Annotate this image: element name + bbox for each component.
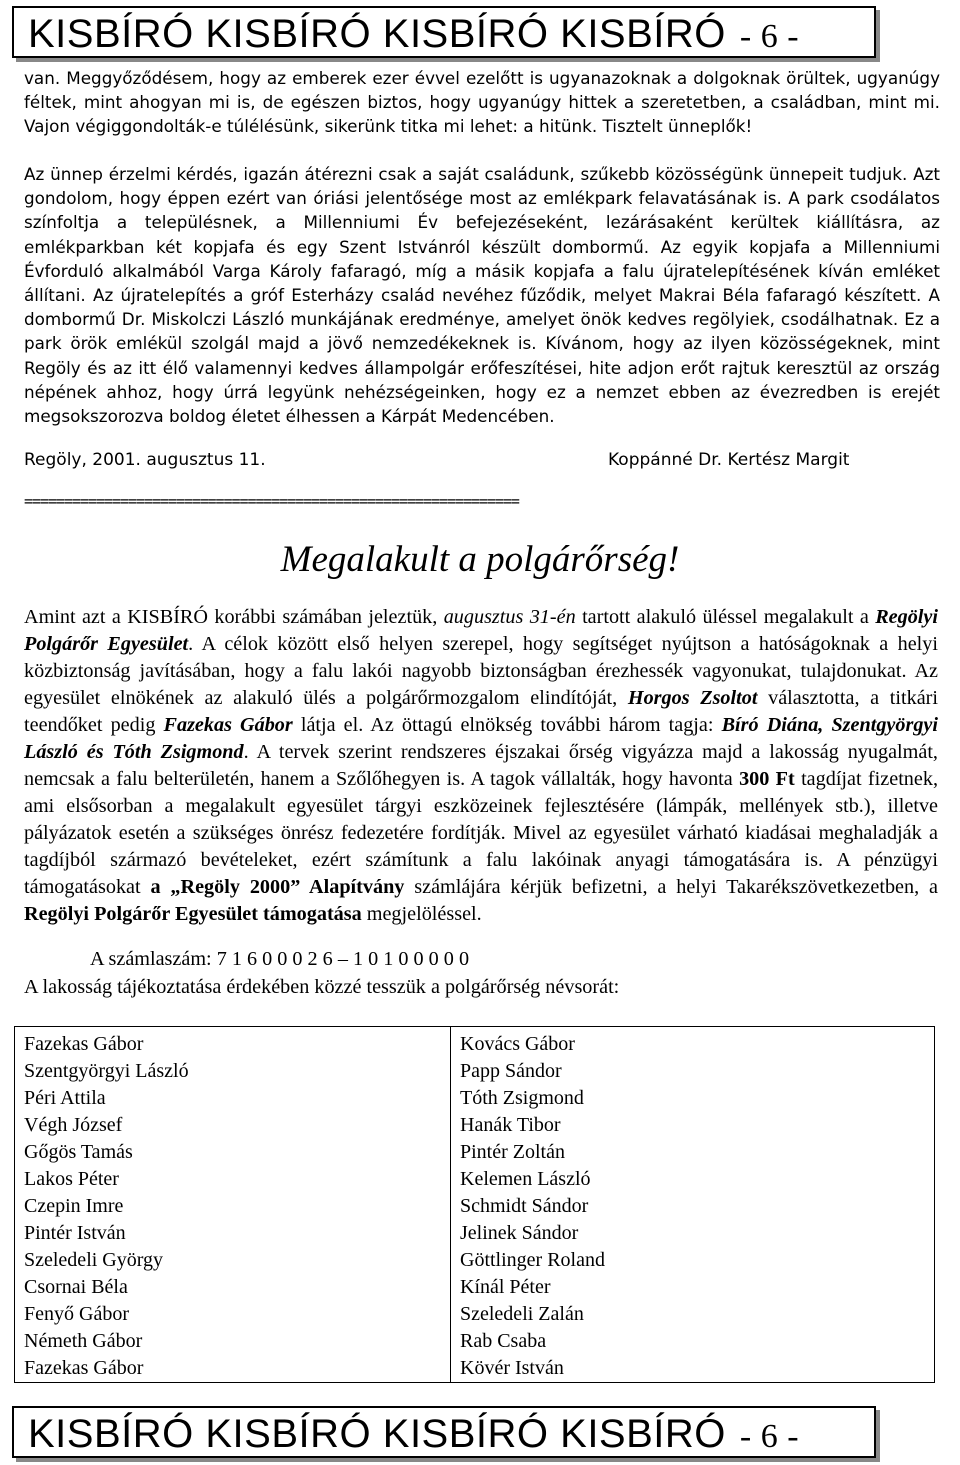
article-emphasis: Bíró Diána, Szentgyörgyi László és Tóth Zsigmond [24,714,938,763]
article-emphasis: 300 Ft [739,768,795,790]
roster-name: Németh Gábor [24,1330,143,1352]
article-emphasis: Horgos Zsoltot [627,687,758,709]
roster-name: Kínál Péter [460,1276,551,1298]
footer-banner-text: KISBÍRÓ KISBÍRÓ KISBÍRÓ KISBÍRÓ [28,1412,726,1456]
article-emphasis: Regölyi Polgárőr Egyesület támogatása [24,903,362,925]
article-text: számlájára kérjük befizetni, a helyi Takarékszövetkezetben, a [404,876,938,898]
roster-name: Rab Csaba [460,1330,547,1352]
article-text: tagdíjat fizetnek, ami elsősorban a megalakult egyesület tárgyi eszközeinek fejlesztésére (lámpák, mellények stb.), illetve pályázatok esetén a szükséges önrész fedezetére fordítják. Mivel az egyesület várható kiadásai meghaladják a tagdíjból származó bevételeket, ezért számítunk a falu lakóinak anyagi támogatására is. A pénzügyi támogatásokat [24,768,938,898]
article-text: . A tervek szerint rendszeres éjszakai őrség vigyázza majd a lakosság nyugalmát, nemcsak a falu belterületén, hanem a Szőlőhegyen is. A tagok vállalták, hogy havonta [24,741,938,790]
letter-date: Regöly, 2001. augusztus 11. [24,450,266,470]
roster-name: Végh József [24,1114,123,1136]
article-text: választotta, a titkári teendőket pedig [24,687,938,736]
section-separator: ============================================================== [24,492,519,510]
roster-name: Kövér István [460,1357,564,1379]
roster-name: Szentgyörgyi László [24,1060,189,1082]
roster-name: Papp Sándor [460,1060,562,1082]
roster-intro: A lakosság tájékoztatása érdekében közzé tesszük a polgárőrség névsorát: [24,976,620,998]
roster-name: Schmidt Sándor [460,1195,589,1217]
footer-banner [12,1406,876,1458]
letter-author: Koppánné Dr. Kertész Margit [608,450,850,470]
header-banner [12,6,876,58]
roster-name: Tóth Zsigmond [460,1087,584,1109]
article-emphasis: Fazekas Gábor [163,714,293,736]
roster-name: Lakos Péter [24,1168,119,1190]
roster-name: Gőgös Tamás [24,1141,133,1163]
letter-paragraph-1: van. Meggyőződésem, hogy az emberek ezer évvel ezelőtt is ugyanazoknak a dolgoknak örültek, ugyanúgy féltek, mint ahogyan mi is, de egészen biztos, hogy ugyanúgy hittek a szeretetben, a családban, mint mi. Vajon végiggondolták-e túlélésünk, sikerünk titka mi lehet: a hitünk. Tisztelt ünneplők! [24,68,940,137]
roster-name: Péri Attila [24,1087,106,1109]
article-text: Amint azt a KISBÍRÓ korábbi számában jeleztük, [24,606,444,628]
article-text: látja el. Az öttagú elnökség további három tagja: [292,714,722,736]
article-emphasis: Regölyi Polgárőr Egyesület [24,606,938,655]
roster-name: Kelemen László [460,1168,591,1190]
article-text: tartott alakuló üléssel megalakult a [575,606,876,628]
article-emphasis: augusztus 31-én [443,606,576,628]
roster-name: Göttlinger Roland [460,1249,605,1271]
roster-column-right [451,1027,935,1383]
article-text: . A célok között első helyen szerepel, hogy segítséget nyújtson a hatóságoknak a helyi közbiztonság javításában, hogy a falu lakói nagyobb biztonságban érezhessék vagyonukat, tulajdonukat. Az egyesület elnökének az alakuló ülés a polgárőrmozgalom elindítóját, [24,633,938,709]
roster-name: Jelinek Sándor [460,1222,579,1244]
article-emphasis: a „Regöly 2000” Alapítvány [150,876,405,898]
roster-name: Hanák Tibor [460,1114,561,1136]
roster-name: Csornai Béla [24,1276,128,1298]
letter-paragraph-2: Az ünnep érzelmi kérdés, igazán átérezni csak a saját családunk, szűkebb közösségünk ünnepeit tudjuk. Azt gondolom, hogy éppen ezért van óriási jelentősége most az emlékpark felavatásának is. A park csodálatos színfoltja a településnek, a Millenniumi Év befejezéseként, lezárásaként kerültek kiállításra, az emlékparkban két kopjafa és egy Szent Istvánról készült dombormű. Az egyik kopjafa a Millenniumi Évforduló alkalmából Varga Károly fafaragó, míg a másik kopjafa a falu újratelepítésének kíván emléket állítani. Az újratelepítés a gróf Esterházy család nevéhez fűződik, melyet Makrai Béla fafaragó készített. A dombormű Dr. Miskolczi László munkájának eredménye, amelyet önök kedves regölyiek, csodálhatnak. Ez a park örök emlékül szolgál majd a jövő nemzedékeknek is. Kívánom, hogy az ilyen közösségeknek, mint Regöly és az itt élő valamennyi kedves állampolgár erőfeszítései, hite adjon erőt rajtuk keresztül az ország népének ahhoz, hogy úrrá legyünk nehézségeinken, hogy ez a nemzet ebben az évezredben is erejét megsokszorozva boldog életet élhessen a Kárpát Medencében. [24,164,940,427]
header-banner-text: KISBÍRÓ KISBÍRÓ KISBÍRÓ KISBÍRÓ [28,12,726,56]
article-body [24,604,938,928]
roster-name: Czepin Imre [24,1195,124,1217]
roster-table [14,1026,935,1383]
roster-name: Fazekas Gábor [24,1357,144,1379]
account-number: A számlaszám: 7 1 6 0 0 0 2 6 – 1 0 1 0 0 0 0 0 [90,948,470,970]
footer-page-number: - 6 - [739,1418,800,1455]
roster-name: Fazekas Gábor [24,1033,144,1055]
article-title: Megalakult a polgárőrség! [280,539,680,580]
article-text: megjelöléssel. [361,903,482,925]
roster-name: Fenyő Gábor [24,1303,129,1325]
roster-column-left [15,1027,451,1383]
roster-name: Pintér Zoltán [460,1141,565,1163]
header-page-number: - 6 - [739,18,800,55]
roster-name: Kovács Gábor [460,1033,575,1055]
roster-name: Pintér István [24,1222,126,1244]
roster-name: Szeledeli Zalán [460,1303,584,1325]
roster-name: Szeledeli György [24,1249,164,1271]
